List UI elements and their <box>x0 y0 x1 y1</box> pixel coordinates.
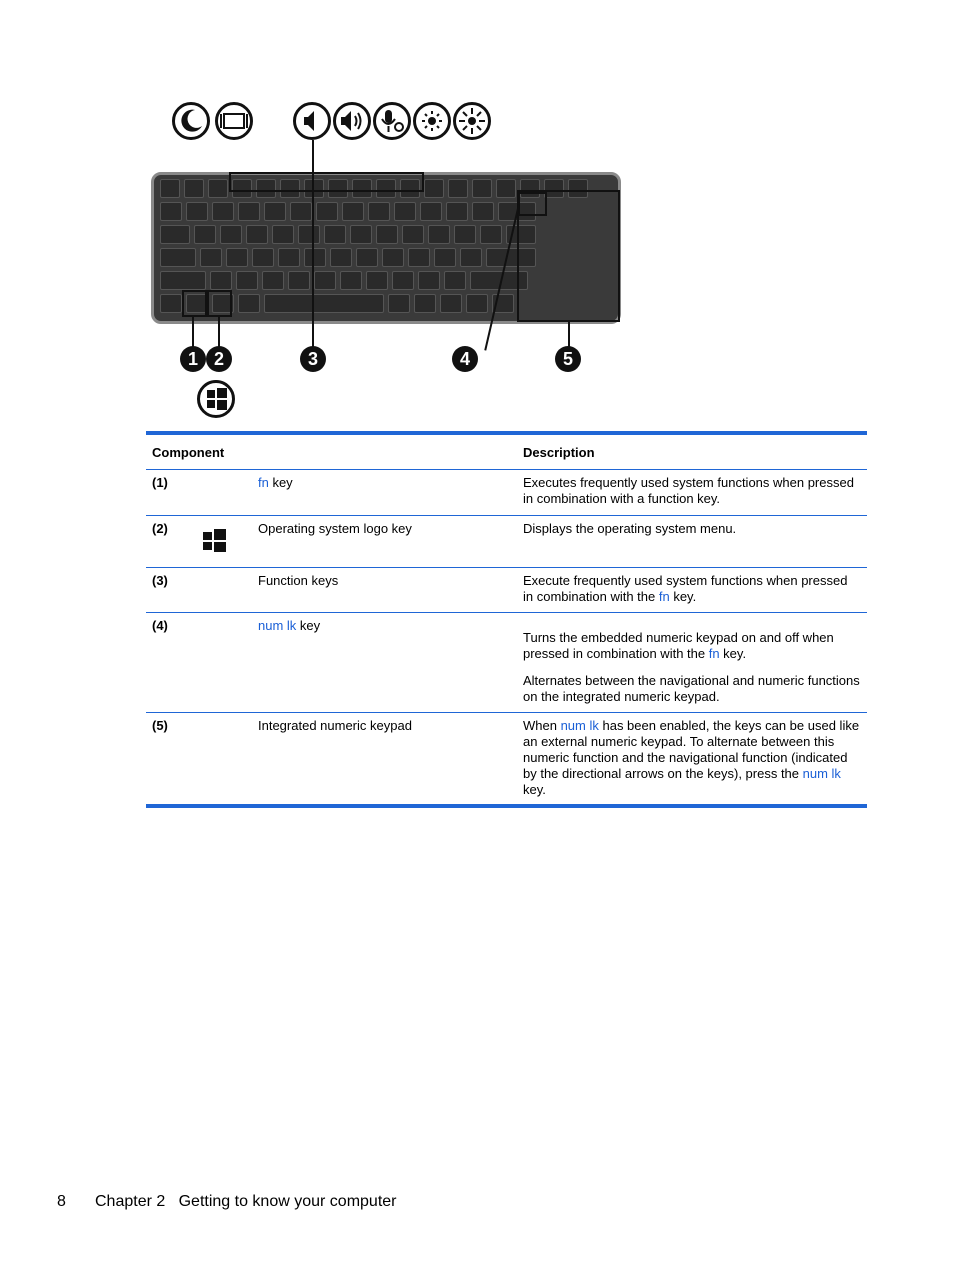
desc-text: When <box>523 718 561 733</box>
row-description: Executes frequently used system functions when pressed in combination with a function key. <box>523 475 854 506</box>
table-row <box>146 470 867 516</box>
callout-4: 4 <box>452 346 478 372</box>
row-description <box>516 713 867 804</box>
table-row <box>146 516 867 568</box>
row-number: (5) <box>152 718 168 733</box>
table-bottom-rule <box>146 804 867 808</box>
row-description <box>516 613 867 712</box>
numeric-keypad-highlight <box>517 190 620 322</box>
desc-text: key. <box>523 782 546 797</box>
function-keys-highlight <box>229 172 424 192</box>
volume-up-icon <box>333 102 371 140</box>
callout-1: 1 <box>180 346 206 372</box>
callout-line-3 <box>312 140 314 350</box>
brightness-up-icon <box>453 102 491 140</box>
fn-link[interactable]: fn <box>708 646 720 661</box>
desc-text: Execute frequently used system functions when pressed in combination with the <box>523 573 848 604</box>
desc-text: key. <box>669 589 697 604</box>
windows-key-highlight <box>207 290 232 317</box>
desc-paragraph: Alternates between the navigational and numeric functions on the integrated numeric keypad. <box>523 673 860 704</box>
header-component: Component <box>152 445 225 460</box>
fn-link[interactable]: fn <box>258 475 269 490</box>
mic-mute-icon <box>373 102 411 140</box>
callout-line-2 <box>218 317 220 347</box>
callout-3: 3 <box>300 346 326 372</box>
table-header-row <box>146 435 867 470</box>
callout-line-1 <box>192 317 194 347</box>
num-lk-link[interactable]: num lk <box>560 718 599 733</box>
table-row <box>146 713 867 804</box>
home-key-row <box>160 248 536 267</box>
row-number: (3) <box>152 573 168 588</box>
row-component: Function keys <box>258 573 339 588</box>
moon-icon <box>172 102 210 140</box>
windows-logo-icon <box>203 529 226 552</box>
row-component-text: key <box>296 618 321 633</box>
display-switch-icon <box>215 102 253 140</box>
row-component-text: key <box>268 475 293 490</box>
header-description: Description <box>523 445 595 460</box>
desc-text: has been enabled, the keys can be used like an external numeric keypad. To alternate between this numeric function and the navigational function (indicated by the directional arrows on the keys), press the <box>523 718 860 781</box>
desc-paragraph <box>523 630 861 662</box>
windows-logo-icon <box>197 380 235 418</box>
chapter-title: Chapter 2 Getting to know your computer <box>95 1193 397 1210</box>
volume-down-icon <box>293 102 331 140</box>
row-number: (1) <box>152 475 168 490</box>
row-number: (4) <box>152 618 168 633</box>
desc-text: key. <box>719 646 747 661</box>
brightness-down-icon <box>413 102 451 140</box>
num-lk-link[interactable]: num lk <box>258 618 297 633</box>
row-description <box>516 568 867 612</box>
page-number: 8 <box>57 1193 66 1210</box>
page-footer <box>57 1192 396 1212</box>
callout-2: 2 <box>206 346 232 372</box>
table-row <box>146 613 867 713</box>
keyboard-figure <box>140 90 640 430</box>
row-component <box>252 613 516 712</box>
number-key-row <box>160 202 536 221</box>
callout-5: 5 <box>555 346 581 372</box>
qwerty-key-row <box>160 225 536 244</box>
callout-line-5 <box>568 322 570 348</box>
row-component: Integrated numeric keypad <box>258 718 412 733</box>
component-table <box>146 431 867 808</box>
fn-link[interactable]: fn <box>658 589 670 604</box>
row-number: (2) <box>152 521 168 536</box>
table-row <box>146 568 867 613</box>
row-description: Displays the operating system menu. <box>523 521 737 536</box>
row-component <box>252 470 516 515</box>
shift-key-row <box>160 271 528 290</box>
row-component: Operating system logo key <box>258 521 412 536</box>
desc-text: Turns the embedded numeric keypad on and off when pressed in combination with the <box>523 630 834 661</box>
fn-key-highlight <box>182 290 207 317</box>
num-lk-link[interactable]: num lk <box>802 766 841 781</box>
